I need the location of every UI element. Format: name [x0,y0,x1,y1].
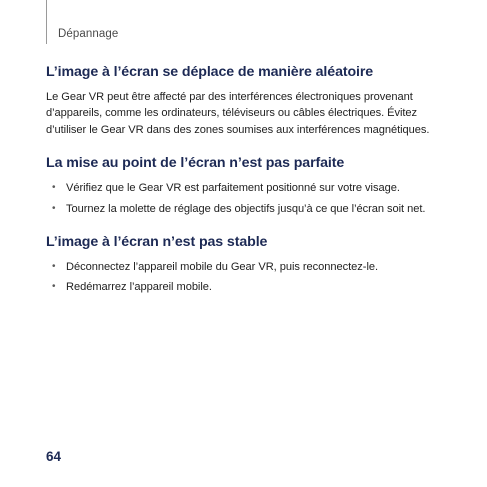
bullet-icon: • [52,281,56,293]
page-number: 64 [46,449,62,464]
bullet-list [46,180,446,217]
list-item-text: Vérifiez que le Gear VR est parfaitement positionné sur votre visage. [66,182,400,195]
list-item-text: Redémarrez l’appareil mobile. [66,281,212,294]
section-heading: La mise au point de l’écran n’est pas parfaite [46,155,345,172]
header-divider [46,0,47,44]
section-paragraph: Le Gear VR peut être affecté par des interférences électroniques provenant d’appareils, comme les ordinateurs, téléviseurs ou câbles électriques. Évitez d’utiliser le Gear VR dans des zones soumises aux interférences magnétiques. [46,91,430,136]
bullet-icon: • [52,202,56,214]
page-content [46,64,446,313]
bullet-icon: • [52,261,56,273]
section-focus [46,155,446,217]
list-item-text: Déconnectez l’appareil mobile du Gear VR, puis reconnectez-le. [66,261,379,274]
section-heading: L’image à l’écran se déplace de manière aléatoire [46,64,374,80]
running-header: Dépannage [58,28,119,40]
list-item [46,201,446,217]
list-item [46,180,446,196]
section-unstable-image [46,234,446,296]
list-item [46,259,446,275]
list-item-text: Tournez la molette de réglage des objectifs jusqu’à ce que l’écran soit net. [66,202,426,215]
bullet-icon: • [52,182,56,194]
section-heading: L’image à l’écran n’est pas stable [46,234,268,251]
bullet-list [46,259,446,296]
list-item [46,279,446,295]
section-random-movement [46,64,446,138]
